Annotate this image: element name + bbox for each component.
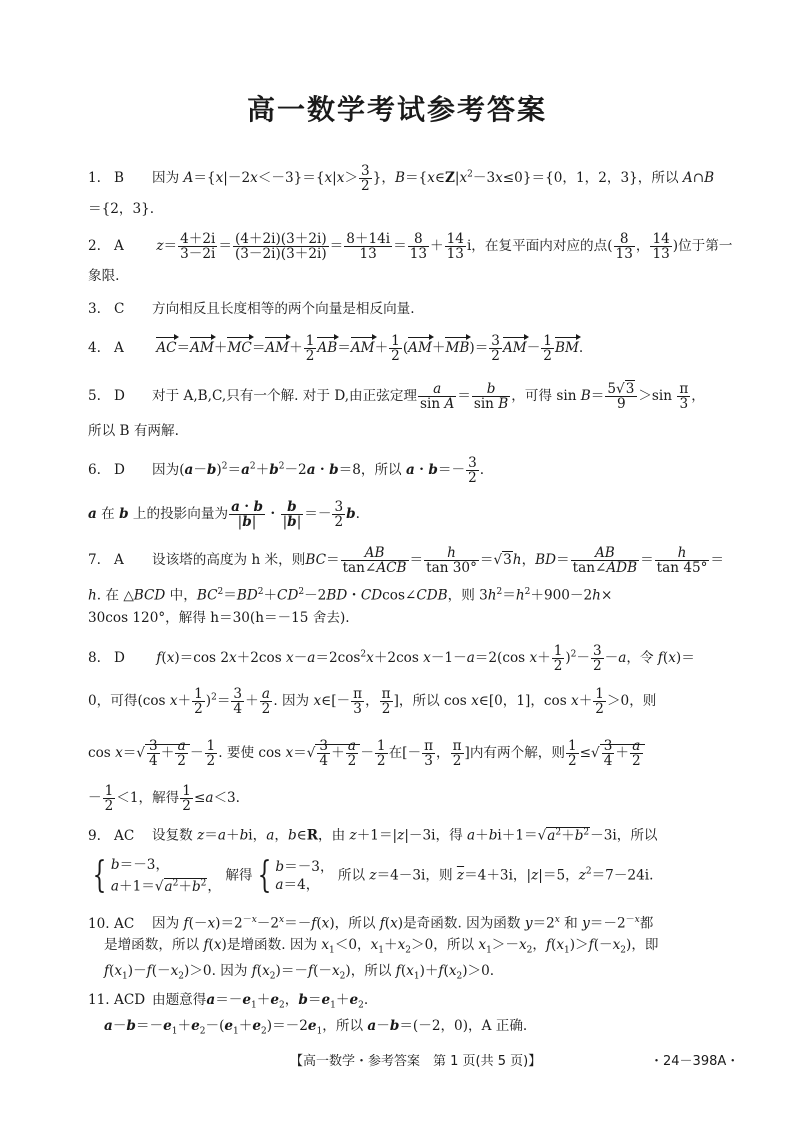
answer-item-10-cont: 是增函数，所以 f(x)是增函数. 因为 $x_1<0$，$x_1+x_2>0$，所以 $x_1>-x_2$，$f(x_1)>f(-x_2)$，即 (104, 937, 659, 956)
answer-choice: B (114, 170, 124, 186)
question-number: 2. (88, 238, 101, 254)
answer-item-4: 4. A AC＝AM＋MC＝AM＋ $\frac{1}{2}$ AB＝AM＋ $\frac{1}{2}$ (AM＋MB)＝ $\frac{3}{2}$ AM－ $\frac{1}{2}$ BM. (88, 333, 584, 364)
text: ，所以 (398, 693, 440, 709)
answer-item-1-cont: ＝{2，3}. (88, 201, 155, 217)
text: 上的投影向量为 (132, 506, 229, 522)
answer-item-6: 6. D 因为$(a-b)^2=a^2+b^2-2a$・b＝8，所以 a・b＝－ $\frac{3}{2}$ . (88, 455, 485, 486)
answer-choice: D (114, 388, 125, 404)
answer-item-6-cont: a 在 b 上的投影向量为 $\frac{a・b}{|b|}$ ・ $\frac{b}{|b|}$ ＝－ $\frac{3}{2}$ b. (88, 499, 360, 530)
text: 所以 (337, 867, 366, 884)
question-number: 11. (88, 992, 110, 1008)
answer-item-7-cont: h. 在 △BCD 中，$BC^2=BD^2+CD^2-2BD$・CDcos∠CDB，则 $3h^2=h^2+900-2h\times$ (88, 587, 613, 604)
text: ，所以 (637, 170, 679, 186)
text: ，令 (626, 650, 654, 666)
answer-item-11-cont: $a-b=-e_1+e_2-(e_1+e_2)=-2e_1$，所以 a－b＝(－2，0)，A 正确. (104, 1018, 528, 1037)
question-number: 4. (88, 340, 101, 356)
page-title: 高一数学考试参考答案 (246, 93, 547, 126)
question-number: 10. (88, 915, 110, 932)
footer-page-info: 【高一数学・参考答案 第 1 页(共 5 页)】 (290, 1054, 542, 1069)
answer-item-7: 7. A 设该塔的高度为 h 米，则BC＝ AB tan∠ACB ＝ $\frac{h}{\tan 30^\circ}$ ＝√3h，BD＝ AB tan∠ADB ＝ $\frac{h}{\tan 45^\circ}$ ＝ (88, 545, 725, 576)
answer-item-8-cont: 0，可得(cos x＋ $\frac{1}{2}$ )$^2$＝ $\frac{3}{4}$ ＋ $\frac{a}{2}$ . 因为 x∈[－ $\frac{\pi}{3}$ ， $\frac{\pi}{2}$ ]，所以 cos x∈[0，1]，cos x＋ $\frac{1}{2}$ ＞0，则 (88, 686, 657, 717)
text: ，所以 (360, 462, 402, 478)
text: 由题意得 (152, 992, 207, 1008)
answer-item-11: 11. ACD 由题意得$a=-e_1+e_2$，$b=e_1+e_2$. (88, 992, 369, 1011)
text: ，所以 (334, 915, 376, 932)
text: 因为 (152, 170, 180, 186)
text: ，则 (629, 693, 657, 709)
answer-item-9-cont: { b＝－3， $a+1=√a^2+b^2$， 解得 { b＝－3， a＝4， 所以 z＝4－3i，则 $\overline{z}=4+3i$，|z|＝5，$z^2=7-24i$. (92, 854, 654, 896)
footer-code: ・24－398A・ (650, 1054, 740, 1069)
text: 设该塔的高度为 h 米，则 (152, 552, 306, 568)
text: ，得 (435, 827, 463, 844)
answer-item-9: 9. AC 设复数 z＝a＋bi，a，b∈R，由 z＋1＝|z|－3i，得 $a+bi+1=√a^2+b^2-3i$，所以 (88, 827, 658, 844)
question-number: 6. (88, 462, 101, 478)
text: 内有两个解，则 (469, 745, 565, 761)
answer-item-5: 5. D 对于 A,B,C,只有一个解. 对于 D,由正弦定理 $\frac{a}{\text{sin A}}$ ＝ $\frac{b}{\text{sin B}}$ ，可得 sin B＝ $\frac{5√3}{9}$ ＞sin $\frac{\pi}{3}$ ， (88, 381, 705, 412)
answer-item-8-cont3: － $\frac{1}{2}$ ＜1，解得 $\frac{1}{2}$ ≤a＜3. (88, 783, 241, 814)
question-number: 1. (88, 170, 101, 186)
question-number: 5. (88, 388, 101, 404)
answer-item-1: 1. B 因为 A＝{x|－2x＜－3}＝{x|x＞ $\frac{3}{2}$ }，$B=\{x\in Z|x^2-3x\le 0\}=\{0$，1，2，3}，所以 A∩B (88, 163, 715, 194)
text: ，可得 sin (511, 388, 577, 404)
answer-item-10-cont2: $f(x_1)-f(-x_2)>0$. 因为 $f(x_2)=-f(-x_2)$，所以 $f(x_1)+f(x_2)>0$. (104, 963, 495, 982)
answer-item-2-cont: 象限. (88, 268, 120, 284)
answer-choice: C (114, 301, 125, 317)
answer-choice: D (114, 462, 125, 478)
text: 位于第一 (678, 238, 733, 254)
text: 在 (101, 506, 115, 522)
text: . 因为 (273, 693, 310, 709)
answer-choice: A (114, 340, 124, 356)
text: 解得 (225, 867, 253, 884)
text: . 要使 (218, 745, 255, 761)
question-number: 9. (88, 827, 101, 844)
question-number: 7. (88, 552, 101, 568)
answer-item-8: 8. D f(x)＝cos 2x＋2cos $x-a=2\cos^2x+2\cos$ x－1－a＝2(cos x＋ $\frac{1}{2}$ )$^2$－ $\frac{3}{2}$ －a，令 f(x)＝ (88, 643, 695, 674)
text: ，所以 (616, 827, 658, 844)
text: ，所以 (350, 963, 392, 979)
text: 因为 (152, 462, 180, 478)
question-number: 8. (88, 650, 101, 666)
text: . 因为 (211, 963, 248, 979)
text: 是增函数. 因为 (226, 937, 318, 953)
answer-item-10: 10. AC 因为 $f(-x)=2^{-x}-2^x=-f(x)$，所以 f(x)是奇函数. 因为函数 $y=2^x$ 和 $y=-2^{-x}$都 (88, 915, 654, 932)
text: 对于 A,B,C,只有一个解. 对于 D,由正弦定理 (152, 388, 418, 404)
text: 都 (639, 915, 654, 932)
text: ，即 (631, 937, 659, 953)
text: ，所以 (322, 1018, 364, 1034)
text: 设复数 (152, 827, 193, 844)
answer-choice: A (114, 238, 124, 254)
answer-item-3 (88, 299, 728, 319)
answer-choice: D (114, 650, 125, 666)
text: 是增函数，所以 (104, 937, 200, 953)
answer-item-5-cont: 所以 B 有两解. (88, 423, 179, 439)
text: 因为 (152, 915, 180, 932)
answer-item-8-cont2: cos x＝√ $\frac{3}{4}$ ＋ $\frac{a}{2}$ － $\frac{1}{2}$ . 要使 cos x＝√ $\frac{3}{4}$ ＋ $\frac{a}{2}$ － $\frac{1}{2}$ 在[－ $\frac{\pi}{3}$ ， $\frac{\pi}{2}$ ]内有两个解，则 $\frac{1}{2}$ ≤√ $\frac{3}{4}$ ＋ $\frac{a}{2}$ (88, 739, 728, 768)
text: 和 (564, 915, 578, 932)
answer-choice: A (114, 552, 124, 568)
text: 是奇函数. 因为函数 (403, 915, 521, 932)
question-number: 3. (88, 301, 101, 317)
text: ，可得 (96, 693, 138, 709)
answer-item-2: 2. A z＝ $\frac{4+2i}{3-2i}$ ＝ $\frac{(4+2i)(3+2i)}{(3-2i)(3+2i)}$ ＝ $\frac{8+14i}{13}$ ＝ $\frac{8}{13}$ ＋ $\frac{14}{13}$ i，在复平面内对应的点( $\frac{8}{13}$ ， $\frac{14}{13}$ )位于第一 (88, 231, 733, 262)
text: ，解得 (138, 790, 180, 806)
answer-choice: AC (114, 827, 135, 844)
text: ，在复平面内对应的点 (471, 238, 608, 254)
answer-choice: AC (114, 915, 135, 932)
answer-choice: ACD (114, 992, 146, 1008)
text: ，A 正确. (468, 1018, 528, 1034)
answer-item-7-cont2: 30cos 120°，解得 h＝30(h＝－15 舍去). (88, 610, 350, 626)
text: ，解得 h＝30(h＝－15 舍去). (165, 610, 350, 626)
text: ，所以 (433, 937, 475, 953)
text: ，由 (318, 827, 346, 844)
explanation-text: 方向相反且长度相等的两个向量是相反向量. (152, 301, 415, 317)
